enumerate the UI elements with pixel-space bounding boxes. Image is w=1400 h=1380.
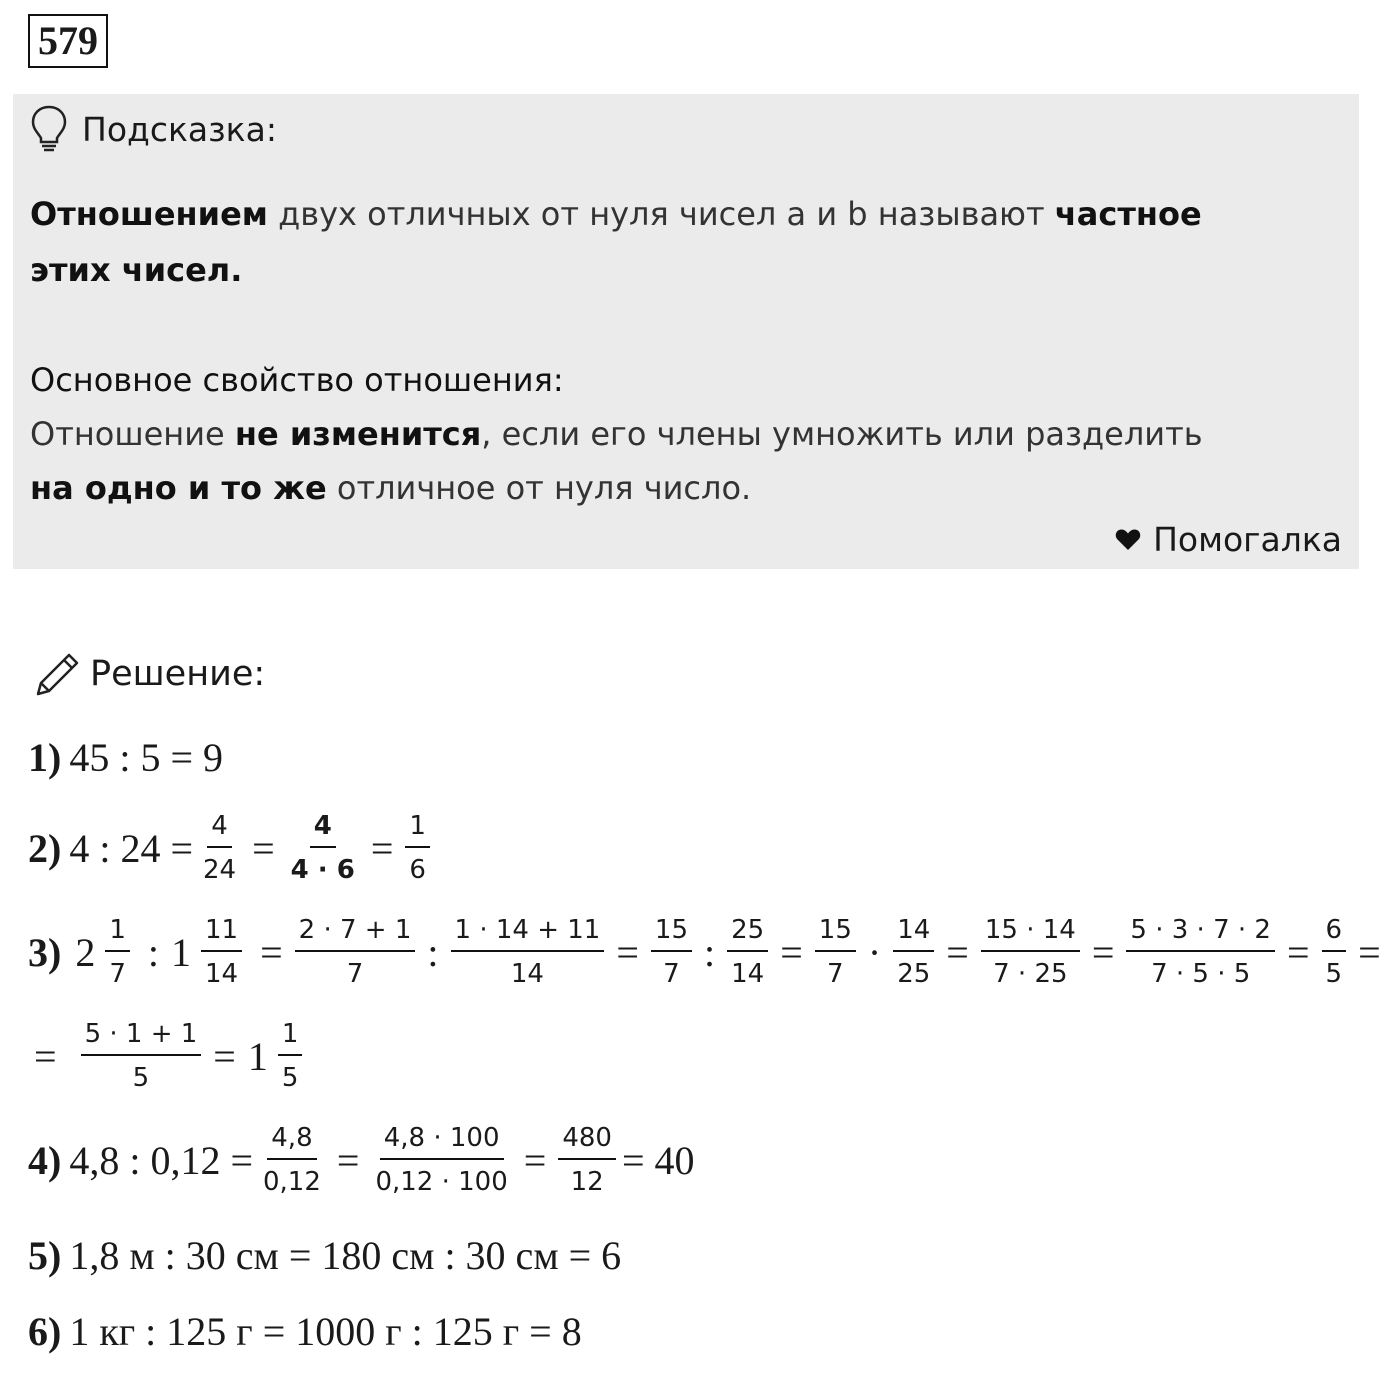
expression: 4 : 24 =: [69, 825, 193, 871]
step-number: 1): [28, 735, 62, 780]
step-number: 6): [28, 1309, 62, 1354]
fraction: $\frac{2 \cdot 7 + 1}{7}$: [295, 916, 416, 988]
fraction: $\frac{4,8}{0,12}$: [263, 1123, 321, 1197]
expression: = 40: [621, 1137, 695, 1183]
hint-text-bold: на одно и то же: [30, 469, 327, 507]
hint-title: Подсказка:: [82, 109, 277, 149]
solution-title: Решение:: [90, 654, 266, 694]
lightbulb-icon: [30, 104, 68, 154]
step-number: 3): [28, 929, 62, 975]
expression: 1,8 м : 30 см = 180 см : 30 см = 6: [69, 1233, 622, 1278]
fraction: $\frac{6}{5}$: [1322, 916, 1347, 988]
step-number: 4): [28, 1137, 62, 1183]
solution-line-1: [28, 734, 223, 781]
fraction: $\frac{15}{7}$: [815, 916, 856, 988]
mixed-number: 1 $\frac{11}{14}$: [171, 916, 248, 988]
hint-text: отличное от нуля число.: [326, 469, 752, 507]
brand-label: Помогалка: [1153, 520, 1342, 559]
fraction: $\frac{5 \cdot 3 \cdot 7 \cdot 2}{7 \cdot 5 \cdot 5}$: [1126, 916, 1275, 988]
step-number: 2): [28, 825, 62, 871]
fraction: $\frac{14}{25}$: [893, 916, 934, 988]
hint-text-bold: этих чисел.: [30, 251, 243, 289]
solution-line-6: [28, 1308, 582, 1355]
step-number: 5): [28, 1233, 62, 1278]
hint-text: двух отличных от нуля чисел a и b называют: [267, 195, 1055, 233]
hint-paragraph-1: [30, 186, 1202, 242]
solution-line-2: 2) 4 : 24 = $\frac{4}{24}$ = $\frac{4}{4 \cdot 6}$ = $\frac{1}{6}$: [28, 812, 436, 884]
fraction: $\frac{4}{4 \cdot 6}$: [290, 811, 355, 885]
hint-text-bold: не изменится: [234, 415, 482, 453]
hint-text: , если его члены умножить или разделить: [481, 415, 1203, 453]
term-quotient: частное: [1054, 195, 1202, 233]
task-number: 579: [28, 14, 108, 68]
expression: 45 : 5 = 9: [69, 735, 223, 780]
hint-paragraph-1-line2: [30, 242, 242, 298]
fraction: $\frac{15}{7}$: [651, 916, 692, 988]
hint-header: [30, 104, 277, 154]
hint-text: Отношение: [30, 415, 235, 453]
heart-icon: [1115, 528, 1141, 552]
fraction: $\frac{15 \cdot 14}{7 \cdot 25}$: [981, 916, 1080, 988]
fraction: $\frac{1 \cdot 14 + 11}{14}$: [451, 916, 605, 988]
brand: [1115, 520, 1342, 559]
fraction: $\frac{4}{24}$: [203, 811, 237, 885]
hint-paragraph-3: [30, 406, 1203, 462]
expression: 1 кг : 125 г = 1000 г : 125 г = 8: [69, 1309, 582, 1354]
solution-line-5: [28, 1232, 621, 1279]
fraction: $\frac{4,8 \cdot 100}{0,12 \cdot 100}$: [375, 1123, 508, 1197]
fraction: $\frac{480}{12}$: [558, 1124, 616, 1196]
fraction: $\frac{1}{6}$: [405, 812, 430, 884]
term-ratio: Отношением: [30, 195, 268, 233]
expression: 4,8 : 0,12 =: [69, 1137, 253, 1183]
mixed-number: 2 $\frac{1}{7}$: [75, 916, 136, 988]
solution-line-3: 3) 2 $\frac{1}{7}$ : 1 $\frac{11}{14}$ = $\frac{2 \cdot 7 + 1}{7}$ : $\frac{1 \cdot 14 + 11}{14}$ = $\frac{15}{7}$ : $\frac{25}{14}$ = $\frac{15}{7}$ · $\frac{14}{25}$ = $\frac{15 \cdot 14}{7 \cdot 25}$ = $\frac{5 \cdot 3 \cdot 7 \cdot 2}{7 \cdot 5 \cdot 5}$ = $\frac{6}{5}$ =: [28, 915, 1381, 989]
property-title: Основное свойство отношения:: [30, 361, 564, 399]
pencil-icon: [32, 650, 82, 698]
fraction: $\frac{5 \cdot 1 + 1}{5}$: [81, 1020, 202, 1092]
fraction: $\frac{25}{14}$: [727, 916, 768, 988]
hint-paragraph-4: [30, 460, 751, 516]
mixed-number: 1 $\frac{1}{5}$: [248, 1020, 309, 1092]
solution-line-3-cont: = $\frac{5 \cdot 1 + 1}{5}$ = 1 $\frac{1}{5}$: [28, 1020, 314, 1092]
solution-header: [32, 650, 265, 698]
solution-line-4: 4) 4,8 : 0,12 = $\frac{4,8}{0,12}$ = $\frac{4,8 \cdot 100}{0,12 \cdot 100}$ = $\frac{480}{12}$ = 40: [28, 1123, 695, 1197]
